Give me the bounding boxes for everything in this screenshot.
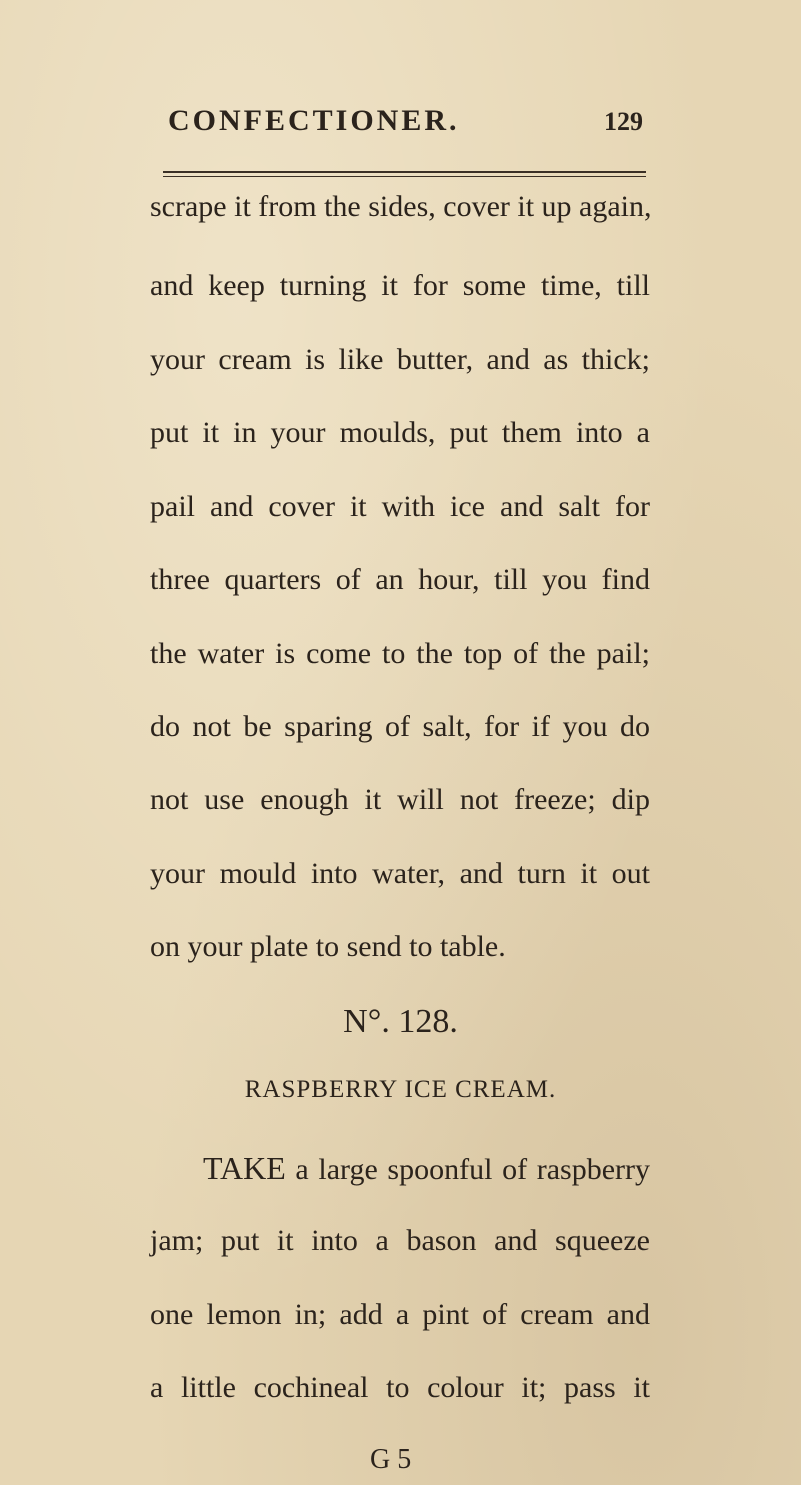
text-line: pail and cover it with ice and salt for: [150, 490, 650, 523]
text-line: your cream is like butter, and as thick;: [150, 343, 650, 376]
header-rule-thin: [163, 176, 646, 177]
text-line: three quarters of an hour, till you find: [150, 563, 650, 596]
recipe-line: jam; put it into a bason and squeeze: [150, 1224, 650, 1257]
recipe-line: a little cochineal to colour it; pass it: [150, 1371, 650, 1404]
signature-mark: G 5: [370, 1444, 412, 1475]
page-header: [0, 104, 801, 148]
text-line: your mould into water, and turn it out: [150, 857, 650, 890]
text-line: on your plate to send to table.: [150, 930, 506, 963]
header-rule: [163, 171, 646, 173]
text-line: the water is come to the top of the pail;: [150, 637, 650, 670]
page-number: 129: [604, 107, 643, 136]
recipe-first-line: [203, 1150, 650, 1188]
text-line: do not be sparing of salt, for if you do: [150, 710, 650, 743]
text-line: not use enough it will not freeze; dip: [150, 783, 650, 816]
text-line: and keep turning it for some time, till: [150, 269, 650, 302]
recipe-number: N°. 128.: [343, 1003, 458, 1040]
recipe-title: RASPBERRY ICE CREAM.: [244, 1076, 557, 1103]
first-line-text: a large spoonful of raspberry: [295, 1153, 651, 1186]
text-line: put it in your moulds, put them into a: [150, 416, 650, 449]
initial-word: TAKE: [203, 1150, 286, 1186]
text-line: scrape it from the sides, cover it up again,: [150, 190, 652, 223]
recipe-line: one lemon in; add a pint of cream and: [150, 1298, 650, 1331]
running-head: CONFECTIONER.: [168, 104, 460, 137]
